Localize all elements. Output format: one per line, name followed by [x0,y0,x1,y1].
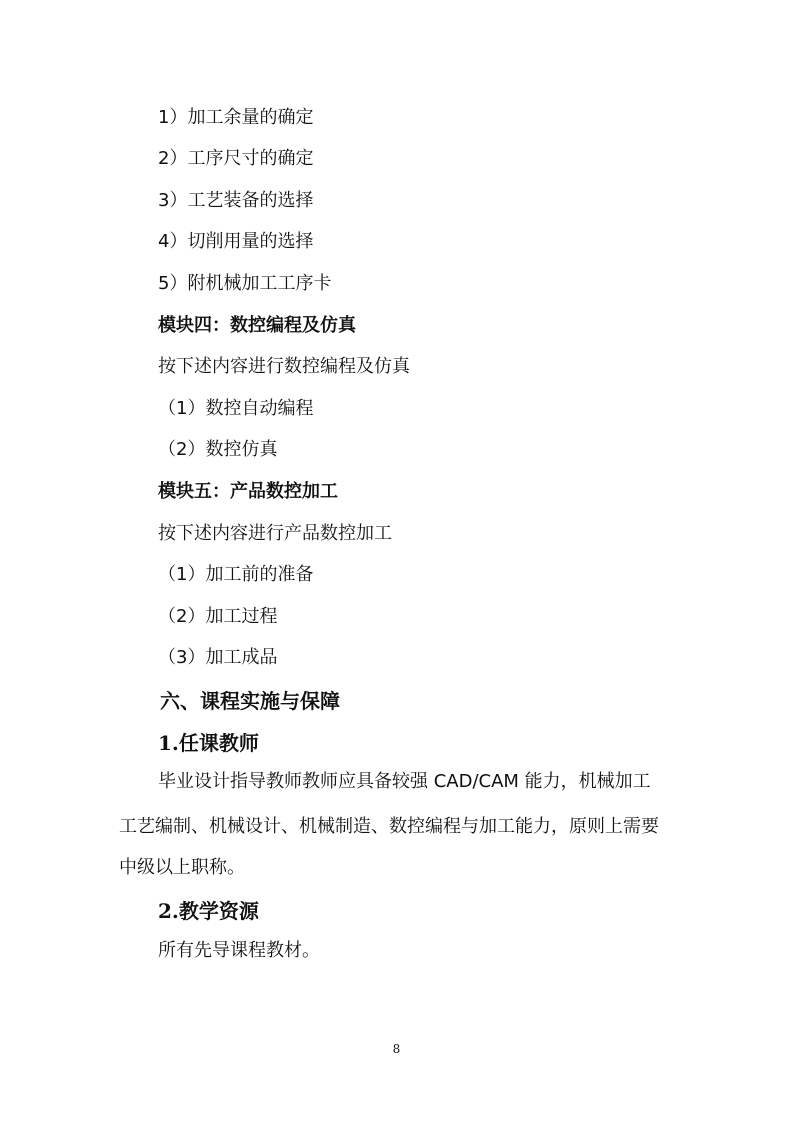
module4-intro: 按下述内容进行数控编程及仿真 [158,356,410,377]
paragraph-line: 所有先导课程教材。 [158,940,320,961]
paragraph-line: 毕业设计指导教师教师应具备较强 CAD/CAM 能力，机械加工 [158,771,651,792]
subsection-heading: 1.任课教师 [158,731,259,755]
paragraph-line: 工艺编制、机械设计、机械制造、数控编程与加工能力，原则上需要 [119,816,659,837]
module4-heading: 模块四：数控编程及仿真 [158,315,356,336]
list-item: 1）加工余量的确定 [158,107,314,128]
paragraph-line: 中级以上职称。 [119,857,245,878]
module5-heading: 模块五：产品数控加工 [158,481,338,502]
list-item: 2）工序尺寸的确定 [158,148,314,169]
module5-intro: 按下述内容进行产品数控加工 [158,523,392,544]
list-item: 5）附机械加工工序卡 [158,273,332,294]
list-item: （3）加工成品 [158,647,278,668]
list-item: 4）切削用量的选择 [158,231,314,252]
list-item: 3）工艺装备的选择 [158,190,314,211]
list-item: （1）加工前的准备 [158,564,314,585]
subsection-heading: 2.教学资源 [158,899,259,923]
section-heading: 六、课程实施与保障 [160,689,340,713]
list-item: （1）数控自动编程 [158,398,314,419]
list-item: （2）加工过程 [158,606,278,627]
list-item: （2）数控仿真 [158,439,278,460]
page-number: 8 [392,1042,401,1056]
